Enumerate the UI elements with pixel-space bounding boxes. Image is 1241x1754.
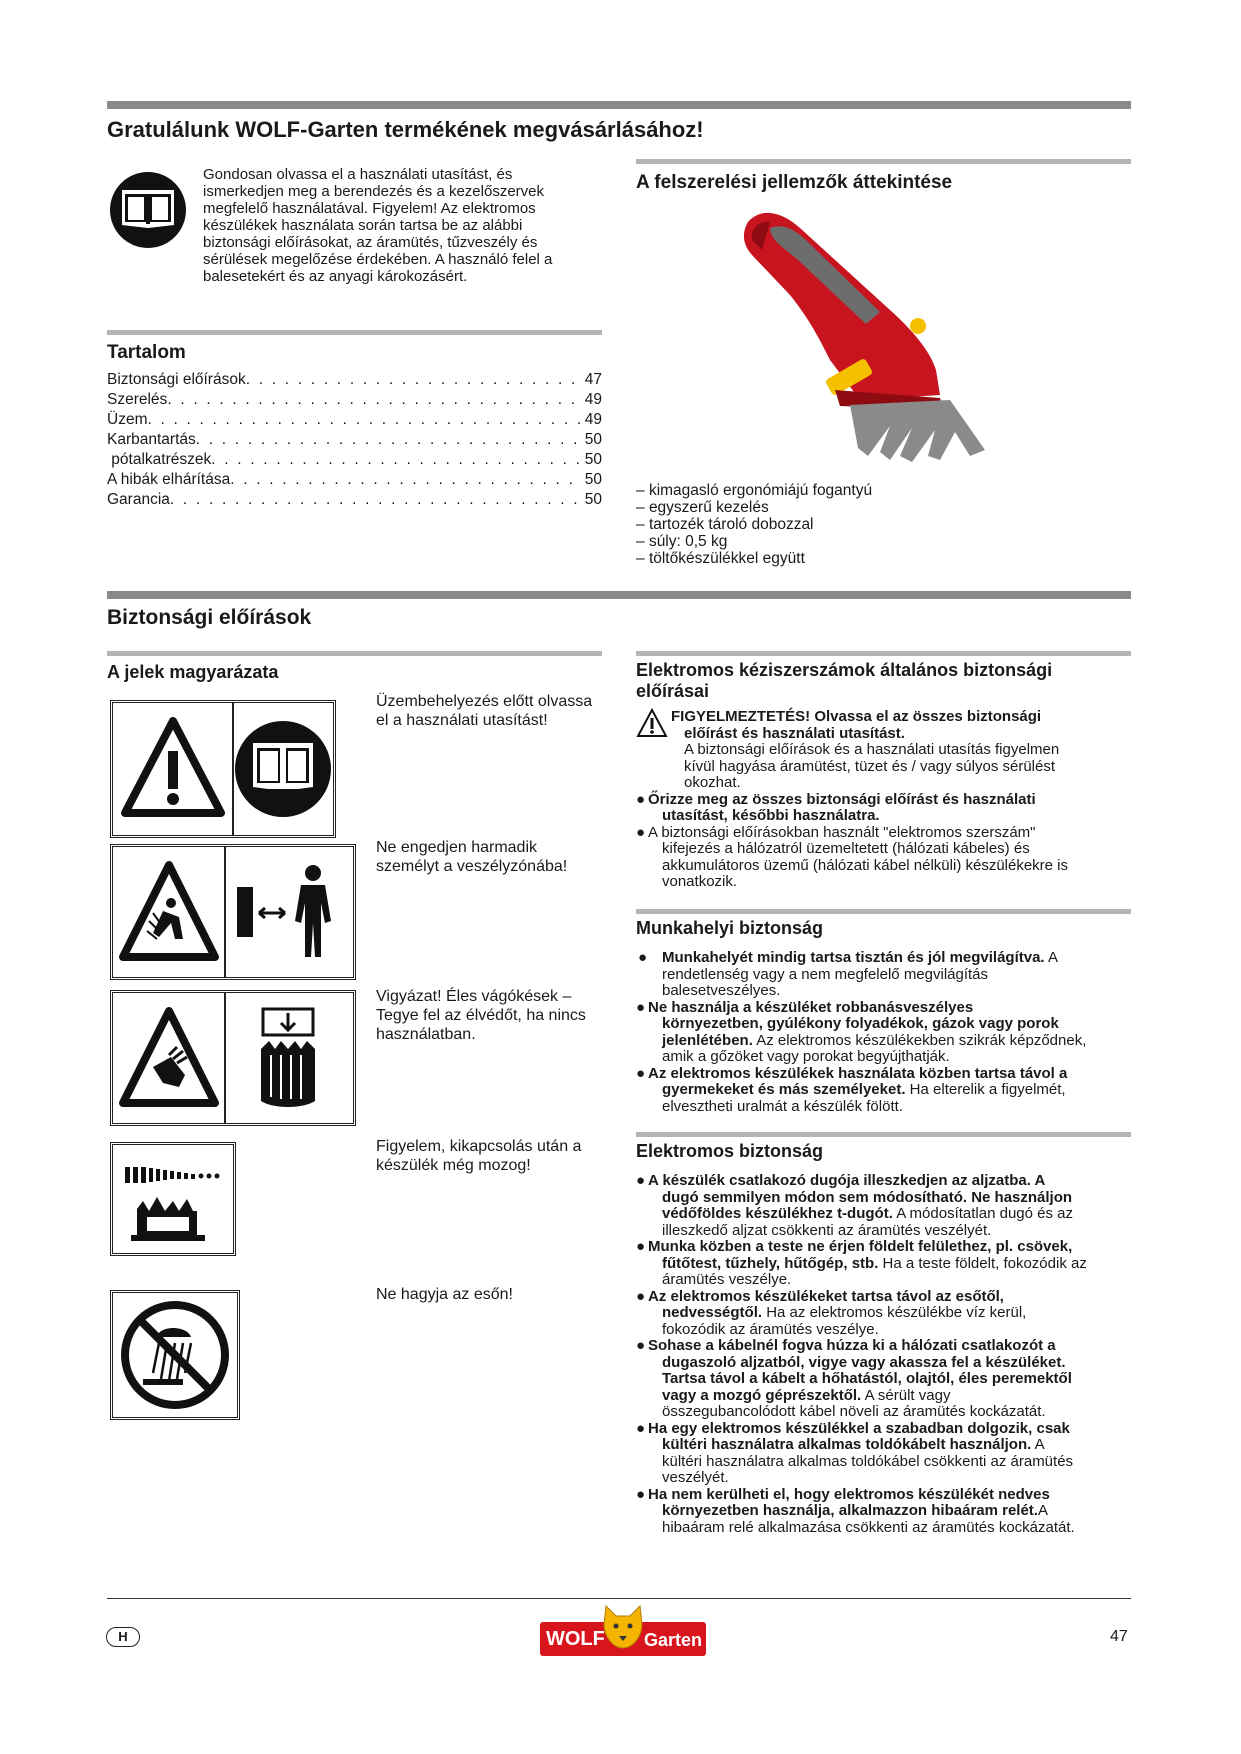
brand-logo bbox=[540, 1604, 706, 1658]
intro-line: balesetekért és az anyagi károkozásért. bbox=[203, 268, 468, 285]
intro-line: ismerkedjen meg a berendezés és a kezelőszervek bbox=[203, 183, 545, 200]
symbol-blade-stops bbox=[110, 1142, 236, 1256]
features-list bbox=[636, 482, 1131, 567]
product-image bbox=[740, 200, 1000, 470]
symbols-rule bbox=[107, 651, 602, 656]
intro-line: sérülések megelőzése érdekében. A használó felel a bbox=[203, 251, 553, 268]
workplace-list: ● Munkahelyét mindig tartsa tisztán és jól megvilágítva. A rendetlenség vagy a nem megfelelő megvilágítás balesetveszélyes. ● Ne használja a készüléket robbanásveszélyes környezetben, gyúlékony folyadékok, gázok vagy porok jelenlétében. Az elektromos készülékekben szikrák képződnek, amik a gőzöket vagy porokat begyújthatják. ● Az elektromos készülékek használata közben tartsa távol a gyermekeket és más személyeket. Ha elterelik a figyelmét, elvesztheti uralmát a készülék fölött. bbox=[636, 949, 1087, 1115]
page-title: Gratulálunk WOLF-Garten termékének megvásárlásához! bbox=[107, 117, 704, 142]
symbol-text: Ne hagyja az esőn! bbox=[376, 1286, 513, 1303]
page-number: 47 bbox=[1110, 1628, 1128, 1645]
symbols-title: A jelek magyarázata bbox=[107, 662, 279, 682]
general-warning: FIGYELMEZTETÉS! Olvassa el az összes biztonsági előírást és használati utasítást. A biztonsági előírások és a használati utasítás figyelmen kívül hagyása áramütést, tüzet és / vagy súlyos sérülést okozhat. ● Őrizze meg az összes biztonsági előírást és használati utasítást, későbbi használatra. ● A biztonsági előírásokban használt "elektromos szerszám" kifejezés a hálózatról üzemeltetett (hálózati kábeles) és akkumulátoros üzemű (hálózati kábel nélküli) készülékekre is vonatkozik. bbox=[636, 708, 1069, 890]
footer-rule bbox=[107, 1598, 1131, 1599]
toc-item[interactable]: Biztonsági előírások . . . 47 bbox=[107, 370, 602, 390]
toc-item[interactable]: Garancia . . . 50 bbox=[107, 490, 602, 510]
electrical-rule bbox=[636, 1132, 1131, 1137]
toc-item[interactable]: Karbantartás . . . 50 bbox=[107, 430, 602, 450]
toc-title: Tartalom bbox=[107, 342, 186, 363]
symbol-text: Üzembehelyezés előtt olvassa el a használati utasítást! bbox=[376, 693, 593, 729]
workplace-rule bbox=[636, 909, 1131, 914]
toc-rule bbox=[107, 330, 602, 335]
feature-item: – kimagasló ergonómiájú fogantyú bbox=[636, 482, 873, 499]
logo-wolf-text: WOLF bbox=[546, 1628, 605, 1650]
electrical-title: Elektromos biztonság bbox=[636, 1141, 824, 1161]
safety-rule bbox=[107, 591, 1131, 599]
intro-line: megfelelő használatával. Figyelem! Az elektromos bbox=[203, 200, 536, 217]
electrical-list: ● A készülék csatlakozó dugója illeszkedjen az aljzatba. A dugó semmilyen módon sem módosítható. Ne használjon védőföldes készülékhez t-dugót. A módosítatlan dugó és az illeszkedő aljzat csökkenti az áramütés veszélyét. ● Munka közben a teste ne érjen földelt felülethez, pl. csövek, fűtőtest, tűzhely, hűtőgép, stb. Ha a teste földelt, fokozódik az áramütés veszélye. ● Az elektromos készülékeket tartsa távol az esőtől, nedvességtől. Ha az elektromos készülékbe víz kerül, fokozódik az áramütés veszélye. ● Sohase a kábelnél fogva húzza ki a hálózati csatlakozót a dugaszoló aljzatból, vigye vagy akassza fel a készüléket. Tartsa távol a kábelt a hőhatástól, olajtól, éles peremektől vagy a mozgó géprészektől. A sérült vagy összegubancolódott kábel növeli az áramütés kockázatát. ● Ha egy elektromos készülékkel a szabadban dolgozik, csak kültéri használatra alkalmas toldókábelt használjon. A kültéri használatra alkalmas toldókábel csökkenti az áramütés veszélyét. ● Ha nem kerülheti el, hogy elektromos készülékét nedves környezetben használja, alkalmazzon hibaáram relét.A hibaáram relé alkalmazása csökkenti az áramütés kockázatát. bbox=[636, 1172, 1087, 1536]
intro-text bbox=[203, 166, 613, 285]
feature-item: – súly: 0,5 kg bbox=[636, 533, 728, 550]
symbol-text: Vigyázat! Éles vágókések – Tegye fel az élvédőt, ha nincs használatban. bbox=[376, 988, 586, 1043]
toc-item[interactable]: A hibák elhárítása . . . 50 bbox=[107, 470, 602, 490]
toc-item[interactable]: Üzem . . . 49 bbox=[107, 410, 602, 430]
toc-item[interactable]: Szerelés . . . 49 bbox=[107, 390, 602, 410]
safety-title: Biztonsági előírások bbox=[107, 606, 312, 629]
symbol-sharp-blades bbox=[110, 990, 356, 1126]
symbol-text: Ne engedjen harmadik személyt a veszélyzónába! bbox=[376, 839, 568, 875]
general-rule bbox=[636, 651, 1131, 656]
symbol-no-rain bbox=[110, 1290, 240, 1420]
intro-line: Gondosan olvassa el a használati utasítást, és bbox=[203, 166, 513, 183]
features-rule bbox=[636, 159, 1131, 164]
symbol-read-manual bbox=[110, 700, 336, 838]
wolf-head-icon bbox=[602, 1604, 644, 1650]
intro-line: biztonsági előírásokat, az áramütés, tűzveszély és bbox=[203, 234, 538, 251]
read-manual-icon bbox=[108, 170, 188, 250]
symbol-text: Figyelem, kikapcsolás után a készülék még mozog! bbox=[376, 1138, 582, 1174]
feature-item: – töltőkészülékkel együtt bbox=[636, 550, 805, 567]
intro-line: készülékek használata során tartsa be az alábbi bbox=[203, 217, 523, 234]
features-title: A felszerelési jellemzők áttekintése bbox=[636, 172, 953, 193]
workplace-title: Munkahelyi biztonság bbox=[636, 918, 824, 938]
toc-item[interactable]: pótalkatrészek . . . 50 bbox=[107, 450, 602, 470]
feature-item: – egyszerű kezelés bbox=[636, 499, 769, 516]
toc-list bbox=[107, 370, 602, 510]
general-title: Elektromos kéziszerszámok általános biztonsági előírásai bbox=[636, 660, 1053, 701]
header-rule bbox=[107, 101, 1131, 109]
country-badge: H bbox=[106, 1627, 140, 1647]
feature-item: – tartozék tároló dobozzal bbox=[636, 516, 814, 533]
symbol-keep-distance bbox=[110, 844, 356, 980]
logo-garten-text: Garten bbox=[644, 1630, 703, 1650]
